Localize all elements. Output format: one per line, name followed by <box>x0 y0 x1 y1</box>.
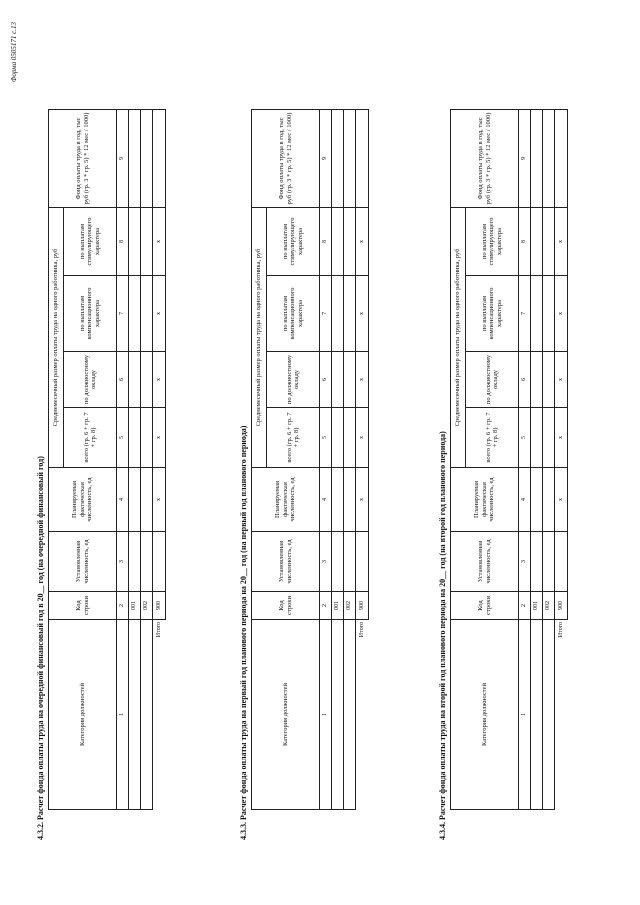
column-number: 1 <box>320 620 332 810</box>
empty-cell[interactable] <box>129 408 141 468</box>
payroll-table <box>48 109 166 810</box>
empty-cell[interactable] <box>332 352 344 408</box>
table-row <box>141 110 153 810</box>
empty-cell[interactable] <box>129 620 141 810</box>
column-number: 9 <box>320 110 332 208</box>
empty-cell[interactable] <box>531 110 543 208</box>
empty-cell[interactable] <box>129 468 141 532</box>
header-line-code: Код строки <box>49 592 117 620</box>
header-by-salary: по должностному окладу <box>466 352 519 408</box>
column-number: 4 <box>519 468 531 532</box>
column-number: 3 <box>320 532 332 592</box>
header-incentive: по выплатам стимулирующего характера <box>64 208 117 276</box>
column-number: 9 <box>519 110 531 208</box>
empty-cell[interactable] <box>543 110 555 208</box>
header-established-headcount: Установленная численность, ед <box>451 532 519 592</box>
payroll-table <box>450 109 568 810</box>
empty-cell[interactable] <box>543 532 555 592</box>
total-label: Итого <box>153 620 166 810</box>
header-by-salary: по должностному окладу <box>267 352 320 408</box>
empty-cell[interactable] <box>543 276 555 352</box>
x-mark-cell: x <box>555 468 568 532</box>
empty-cell[interactable] <box>344 620 356 810</box>
empty-cell[interactable] <box>543 408 555 468</box>
header-by-salary: по должностному окладу <box>64 352 117 408</box>
line-code-cell: 002 <box>344 592 356 620</box>
column-number: 6 <box>320 352 332 408</box>
column-number: 3 <box>519 532 531 592</box>
header-category: Категория должностей <box>49 620 117 810</box>
line-code-cell: 001 <box>129 592 141 620</box>
column-number: 4 <box>117 468 129 532</box>
total-line-code: 900 <box>555 592 568 620</box>
column-number: 8 <box>320 208 332 276</box>
empty-cell[interactable] <box>344 532 356 592</box>
header-established-headcount: Установленная численность, ед <box>252 532 320 592</box>
empty-cell[interactable] <box>543 468 555 532</box>
header-total: всего (гр. 6 + гр. 7 + гр. 8) <box>64 408 117 468</box>
empty-cell[interactable] <box>531 408 543 468</box>
total-line-code: 900 <box>356 592 369 620</box>
empty-cell[interactable] <box>141 208 153 276</box>
x-mark-cell: x <box>356 468 369 532</box>
total-value-cell[interactable] <box>555 110 568 208</box>
header-planned-headcount: Планируемая фактическая численность, ед <box>252 468 320 532</box>
header-incentive: по выплатам стимулирующего характера <box>466 208 519 276</box>
empty-cell[interactable] <box>543 352 555 408</box>
column-number: 4 <box>320 468 332 532</box>
x-mark-cell: x <box>356 408 369 468</box>
x-mark-cell: x <box>153 352 166 408</box>
column-number: 7 <box>320 276 332 352</box>
empty-cell[interactable] <box>531 468 543 532</box>
column-number: 1 <box>117 620 129 810</box>
header-avg-salary: Среднемесячный размер оплаты труда на одного работника, руб <box>49 208 64 468</box>
header-compensatory: по выплатам компенсационного характера <box>64 276 117 352</box>
empty-cell[interactable] <box>332 208 344 276</box>
column-number: 1 <box>519 620 531 810</box>
empty-cell[interactable] <box>332 468 344 532</box>
x-mark-cell: x <box>555 208 568 276</box>
header-established-headcount: Установленная численность, ед <box>49 532 117 592</box>
x-mark-cell: x <box>153 468 166 532</box>
column-number: 8 <box>117 208 129 276</box>
table-row <box>543 110 555 810</box>
x-mark-cell: x <box>555 408 568 468</box>
header-fund: Фонд оплаты труда в год, тыс руб (гр. 3 * гр. 5) * 12 мес / 1000) <box>451 110 519 208</box>
x-mark-cell: x <box>153 208 166 276</box>
empty-cell[interactable] <box>332 620 344 810</box>
empty-cell[interactable] <box>141 468 153 532</box>
x-mark-cell: x <box>356 276 369 352</box>
total-value-cell[interactable] <box>356 532 369 592</box>
column-number: 7 <box>519 276 531 352</box>
header-planned-headcount: Планируемая фактическая численность, ед <box>451 468 519 532</box>
header-compensatory: по выплатам компенсационного характера <box>267 276 320 352</box>
empty-cell[interactable] <box>332 110 344 208</box>
payroll-table <box>251 109 369 810</box>
empty-cell[interactable] <box>141 352 153 408</box>
empty-cell[interactable] <box>129 110 141 208</box>
empty-cell[interactable] <box>543 208 555 276</box>
empty-cell[interactable] <box>129 532 141 592</box>
empty-cell[interactable] <box>141 110 153 208</box>
empty-cell[interactable] <box>344 208 356 276</box>
total-value-cell[interactable] <box>153 532 166 592</box>
table-row <box>344 110 356 810</box>
header-avg-salary: Среднемесячный размер оплаты труда на одного работника, руб <box>252 208 267 468</box>
total-value-cell[interactable] <box>555 532 568 592</box>
x-mark-cell: x <box>153 408 166 468</box>
header-fund: Фонд оплаты труда в год, тыс руб (гр. 3 * гр. 5) * 12 мес / 1000) <box>252 110 320 208</box>
header-fund: Фонд оплаты труда в год, тыс руб (гр. 3 * гр. 5) * 12 мес / 1000) <box>49 110 117 208</box>
empty-cell[interactable] <box>531 532 543 592</box>
total-value-cell[interactable] <box>356 110 369 208</box>
x-mark-cell: x <box>356 208 369 276</box>
header-incentive: по выплатам стимулирующего характера <box>267 208 320 276</box>
empty-cell[interactable] <box>344 408 356 468</box>
section-title: 4.3.3. Расчет фонда оплаты труда на первый год планового периода на 20__ год (на первый год планового периода) <box>239 425 248 840</box>
line-code-cell: 002 <box>543 592 555 620</box>
empty-cell[interactable] <box>344 352 356 408</box>
column-number: 9 <box>117 110 129 208</box>
total-label: Итого <box>356 620 369 810</box>
table-row <box>531 110 543 810</box>
empty-cell[interactable] <box>129 276 141 352</box>
empty-cell[interactable] <box>141 408 153 468</box>
x-mark-cell: x <box>555 276 568 352</box>
empty-cell[interactable] <box>531 276 543 352</box>
section-title: 4.3.4. Расчет фонда оплаты труда на второй год планового периода на 20__ год (на второй год планового периода) <box>438 431 447 840</box>
column-number: 2 <box>117 592 129 620</box>
column-number: 2 <box>320 592 332 620</box>
header-line-code: Код строки <box>451 592 519 620</box>
empty-cell[interactable] <box>141 276 153 352</box>
column-number: 6 <box>519 352 531 408</box>
empty-cell[interactable] <box>543 620 555 810</box>
header-avg-salary: Среднемесячный размер оплаты труда на одного работника, руб <box>451 208 466 468</box>
empty-cell[interactable] <box>344 468 356 532</box>
column-number: 5 <box>320 408 332 468</box>
header-category: Категория должностей <box>252 620 320 810</box>
column-number: 2 <box>519 592 531 620</box>
empty-cell[interactable] <box>344 276 356 352</box>
total-value-cell[interactable] <box>153 110 166 208</box>
empty-cell[interactable] <box>531 352 543 408</box>
form-code: Форма 0505171 с.13 <box>10 22 18 83</box>
empty-cell[interactable] <box>332 408 344 468</box>
line-code-cell: 001 <box>332 592 344 620</box>
column-number: 5 <box>519 408 531 468</box>
x-mark-cell: x <box>153 276 166 352</box>
empty-cell[interactable] <box>531 620 543 810</box>
empty-cell[interactable] <box>531 208 543 276</box>
x-mark-cell: x <box>356 352 369 408</box>
column-number: 5 <box>117 408 129 468</box>
empty-cell[interactable] <box>332 276 344 352</box>
empty-cell[interactable] <box>344 110 356 208</box>
header-line-code: Код строки <box>252 592 320 620</box>
header-planned-headcount: Планируемая фактическая численность, ед <box>49 468 117 532</box>
empty-cell[interactable] <box>129 208 141 276</box>
empty-cell[interactable] <box>129 352 141 408</box>
header-category: Категория должностей <box>451 620 519 810</box>
total-label: Итого <box>555 620 568 810</box>
column-number: 3 <box>117 532 129 592</box>
column-number: 8 <box>519 208 531 276</box>
header-total: всего (гр. 6 + гр. 7 + гр. 8) <box>466 408 519 468</box>
column-number: 7 <box>117 276 129 352</box>
header-compensatory: по выплатам компенсационного характера <box>466 276 519 352</box>
total-line-code: 900 <box>153 592 166 620</box>
table-row <box>332 110 344 810</box>
empty-cell[interactable] <box>141 532 153 592</box>
line-code-cell: 002 <box>141 592 153 620</box>
line-code-cell: 001 <box>531 592 543 620</box>
column-number: 6 <box>117 352 129 408</box>
section-title: 4.3.2. Расчет фонда оплаты труда на очередной финансовый год в 20__ год (на очередной финансовый год) <box>36 456 45 840</box>
empty-cell[interactable] <box>332 532 344 592</box>
empty-cell[interactable] <box>141 620 153 810</box>
x-mark-cell: x <box>555 352 568 408</box>
table-row <box>129 110 141 810</box>
header-total: всего (гр. 6 + гр. 7 + гр. 8) <box>267 408 320 468</box>
